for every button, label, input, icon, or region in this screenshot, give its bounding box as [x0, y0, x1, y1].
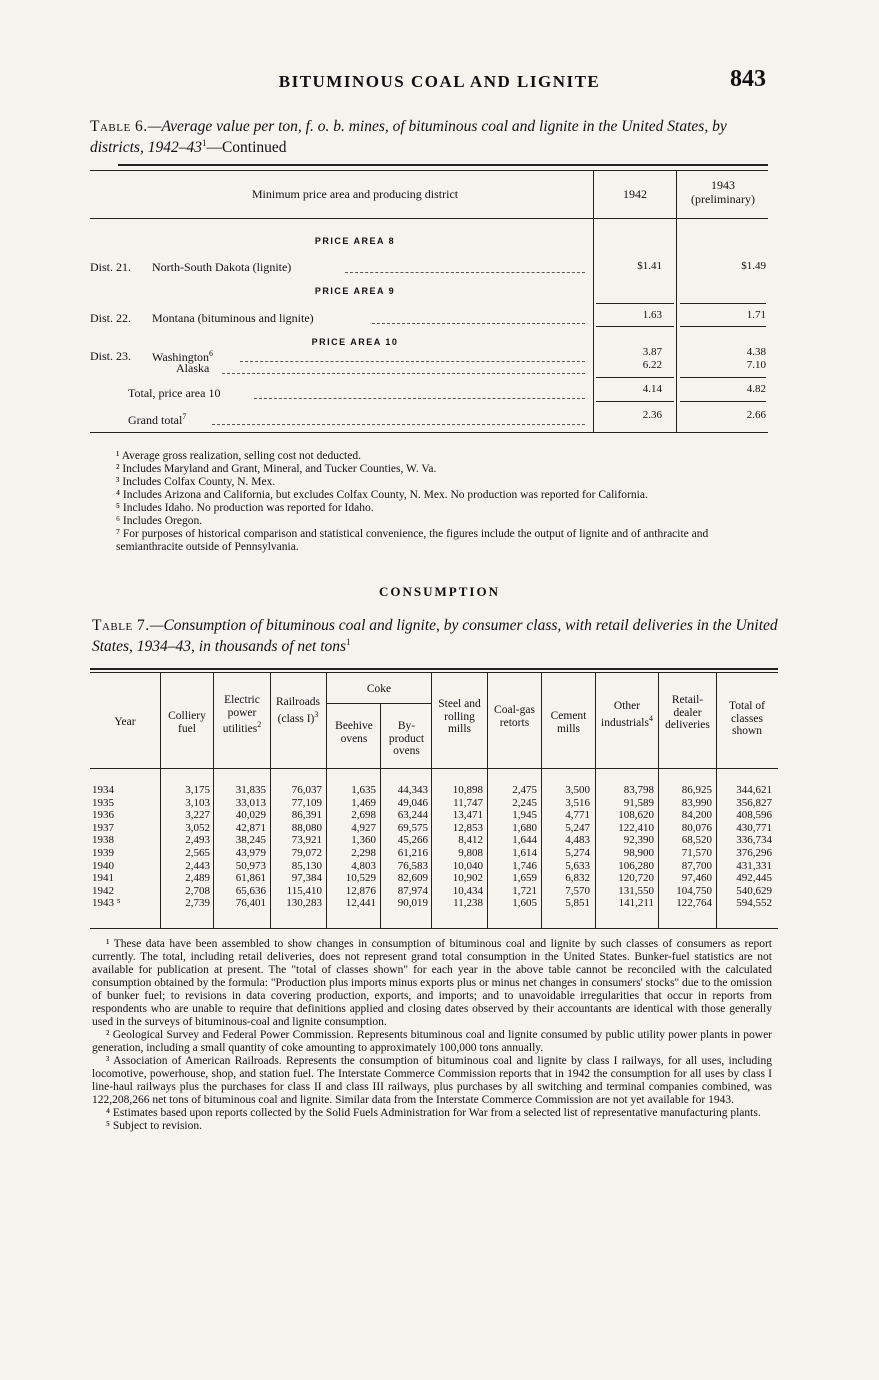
table7-cell-cement: 4,771: [565, 809, 590, 822]
table7-cell-other: 98,900: [623, 847, 654, 859]
table7-cell-cement: 4,483: [565, 834, 590, 847]
sum-rule: [680, 326, 766, 327]
table6-row-name: Montana (bituminous and lignite): [152, 311, 314, 325]
table7-cell-year: 1939: [92, 847, 114, 859]
table6-bottom-rule: [90, 432, 768, 433]
table6-row-district: Dist. 23.: [90, 349, 132, 363]
table7-cell-coalgas: 1,659: [512, 872, 537, 885]
table7-cell-beehive: 12,876: [345, 884, 376, 897]
table7-bottom-rule: [90, 928, 778, 929]
table7-cell-year: 1937: [92, 821, 114, 834]
footnote: ⁴ Includes Arizona and California, but excludes Colfax County, N. Mex. No production was reported for California.: [116, 489, 648, 501]
table7-cell-total: 594,552: [736, 897, 772, 910]
table7-cell-cement: 5,851: [565, 897, 590, 910]
sum-rule: [596, 377, 674, 378]
table7-cell-retail: 104,750: [676, 884, 712, 897]
table7-cell-electric: 65,636: [235, 884, 266, 897]
table6-value-1943: $1.49: [741, 260, 766, 272]
table6-value-1942: 6.22: [642, 359, 662, 371]
table7-cell-cement: 3,500: [565, 784, 590, 796]
table6-value-1942: 1.63: [642, 309, 662, 321]
table7-cell-electric: 33,013: [235, 796, 266, 809]
table6-value-1943: 7.10: [746, 359, 766, 371]
table7-cell-colliery: 2,489: [185, 872, 210, 885]
sum-rule: [596, 303, 674, 304]
table7-cell-electric: 76,401: [235, 897, 266, 910]
table7-cell-colliery: 3,227: [185, 809, 210, 822]
table7-cell-steel: 11,747: [453, 796, 483, 809]
table7-cell-byproduct: 63,244: [397, 809, 428, 822]
col-header-total: Total of classes shown: [729, 700, 765, 737]
table7-top-rule: [90, 668, 778, 670]
table7-cell-railroads: 97,384: [291, 872, 322, 885]
table7-cell-byproduct: 61,216: [397, 847, 428, 859]
table6-row-name: Washington$^6$: [152, 349, 214, 364]
table6-caption: [90, 118, 780, 156]
table6-caption-text: —Average value per ton, f. o. b. mines, of bituminous coal and lignite in the United States, by districts, 1942–43: [90, 118, 727, 157]
table6-total-1942: 4.14: [642, 383, 662, 395]
table7-cell-electric: 38,245: [235, 834, 266, 847]
table7-cell-electric: 31,835: [235, 784, 266, 796]
col-header-colliery: Colliery fuel: [168, 710, 206, 735]
table7-cell-retail: 87,700: [681, 859, 712, 872]
table7-cell-beehive: 1,469: [351, 796, 376, 809]
leader-dots: [212, 424, 585, 425]
table7-cell-beehive: 1,360: [351, 834, 376, 847]
table7-cell-year: 1938: [92, 834, 114, 847]
table7-cell-beehive: 10,529: [345, 872, 376, 885]
table7-cell-steel: 8,412: [458, 834, 483, 847]
table7-cell-coalgas: 1,721: [512, 884, 537, 897]
col-header-coalgas: Coal-gas retorts: [494, 704, 535, 729]
table7-cell-cement: 7,570: [565, 884, 590, 897]
table7-top-rule-2: [90, 672, 778, 673]
table6-col-divider-1: [593, 170, 594, 432]
sum-rule: [680, 401, 766, 402]
table6-grand-total-name: Grand total$^7$: [128, 412, 187, 427]
leader-dots: [345, 272, 585, 273]
table6-label: Table 6.: [90, 118, 148, 135]
sum-rule: [596, 401, 674, 402]
table7-cell-retail: 97,460: [681, 872, 712, 885]
footnote: ⁷ For purposes of historical comparison and statistical convenience, the figures include the output of lignite and of anthracite and semianthracite outside of Pennsylvania.: [116, 528, 709, 553]
table7-label: Table 7.: [92, 617, 150, 634]
table6-row-district: Dist. 22.: [90, 311, 132, 325]
table6-top-rule: [118, 164, 768, 166]
leader-dots: [222, 373, 585, 374]
table7-cell-year: 1943 ⁵: [92, 897, 121, 910]
footnote: ³ Association of American Railroads. Represents the consumption of bituminous coal and lignite by class I railways, for all uses, including locomotive, powerhouse, shop, and station fuel. The Interstate Commerce Commission reports that in 1942 the consumption for all uses by class I line-haul railways plus the purchases for class II and class III railways, plus purchases by all switching and terminal companies combined, was 122,208,266 net tons of bituminous coal and lignite. Similar data from the Interstate Commerce Commission are not yet available for 1943.: [92, 1055, 772, 1106]
table7-cell-other: 92,390: [623, 834, 654, 847]
table6-value-1942: $1.41: [637, 260, 662, 272]
table6-grand-total-1942: 2.36: [642, 409, 662, 421]
table6-section-header: PRICE AREA 8: [314, 236, 396, 246]
sum-rule: [680, 303, 766, 304]
table7-cell-retail: 71,570: [681, 847, 712, 859]
table7-cell-electric: 50,973: [235, 859, 266, 872]
table7-cell-byproduct: 82,609: [397, 872, 428, 885]
coke-subheader-rule: [326, 703, 431, 704]
col-header-retail: Retail-dealer deliveries: [665, 694, 710, 731]
table7-cell-electric: 40,029: [235, 809, 266, 822]
table6-value-1943: 4.38: [746, 346, 766, 358]
table7-cell-railroads: 79,072: [291, 847, 322, 859]
table7-cell-byproduct: 45,266: [397, 834, 428, 847]
table7-cell-cement: 6,832: [565, 872, 590, 885]
table7-cell-cement: 5,274: [565, 847, 590, 859]
table7-cell-byproduct: 44,343: [397, 784, 428, 796]
table7-cell-year: 1934: [92, 784, 114, 796]
footnote: ¹ These data have been assembled to show changes in consumption of bituminous coal and lignite by such classes of consumers as report currently. The total, including retail deliveries, does not represent grand total consumption in the United States. Bunker-fuel statistics are not available for publication at present. The "total of classes shown" for each year in the above table cannot be reconciled with the calculated consumption obtained by the formula: "Production plus imports minus exports plus or minus net changes in consumers' stocks" due to the omission of bunker fuel; to revisions in data covering production, exports, and imports; and to unavoidable irregularities that occur in reports from respondents who are unable to require that definitions applied and closing dates observed by their accountants are identical with those generally used in the surveys of bituminous-coal and lignite consumption.: [92, 938, 772, 1028]
table7-cell-steel: 12,853: [452, 821, 483, 834]
table7-cell-coalgas: 2,475: [512, 784, 537, 796]
table7-cell-total: 431,331: [736, 859, 772, 872]
table7-cell-steel: 10,434: [452, 884, 483, 897]
table7-cell-colliery: 2,493: [185, 834, 210, 847]
table7-cell-byproduct: 49,046: [397, 796, 428, 809]
leader-dots: [240, 361, 585, 362]
table7-cell-colliery: 3,103: [185, 796, 210, 809]
table7-cell-colliery: 2,739: [185, 897, 210, 910]
table7-cell-railroads: 115,410: [286, 884, 322, 897]
footnote: ² Geological Survey and Federal Power Commission. Represents bituminous coal and lignite consumed by public utility power plants in power generation, including a small quantity of coke amounting to approximately 100,000 tons annually.: [92, 1029, 772, 1054]
table7-cell-byproduct: 90,019: [397, 897, 428, 910]
table7-cell-coalgas: 1,945: [512, 809, 537, 822]
table7-cell-other: 108,620: [618, 809, 654, 822]
table7-caption-footnote: 1: [346, 637, 351, 647]
table7-cell-colliery: 2,443: [185, 859, 210, 872]
table7-cell-railroads: 88,080: [291, 821, 322, 834]
table6-section-header: PRICE AREA 10: [311, 337, 399, 347]
table7-cell-year: 1942: [92, 884, 114, 897]
col-header-electric: Electric power utilities$^2$: [222, 694, 262, 735]
table6-total-name: Total, price area 10: [128, 386, 221, 400]
table6-caption-suffix: —Continued: [206, 139, 287, 157]
sum-rule: [596, 326, 674, 327]
col-header-byproduct: By-product ovens: [388, 720, 425, 757]
table7-cell-year: 1935: [92, 796, 114, 809]
table7-cell-retail: 84,200: [681, 809, 712, 822]
table7-cell-beehive: 12,441: [345, 897, 376, 910]
col-header-year: Year: [114, 716, 136, 728]
table7-cell-steel: 11,238: [453, 897, 483, 910]
table7-cell-steel: 10,898: [452, 784, 483, 796]
table7-cell-total: 492,445: [736, 872, 772, 885]
table7-cell-beehive: 2,698: [351, 809, 376, 822]
table7-cell-retail: 122,764: [676, 897, 712, 910]
table6-row-name: Alaska: [176, 361, 210, 375]
table7-cell-other: 131,550: [618, 884, 654, 897]
table6-grand-total-1943: 2.66: [746, 409, 766, 421]
table7-cell-electric: 43,979: [235, 847, 266, 859]
footnote: ⁴ Estimates based upon reports collected by the Solid Fuels Administration for War from a selected list of representative manufacturing plants.: [106, 1107, 761, 1119]
table7-cell-cement: 5,247: [565, 821, 590, 834]
table6-top-rule-2: [90, 170, 768, 171]
table6-footnotes: [104, 450, 774, 554]
table6-row-name: North-South Dakota (lignite): [152, 260, 292, 274]
footnote: ³ Includes Colfax County, N. Mex.: [116, 476, 276, 488]
table7-cell-byproduct: 87,974: [397, 884, 428, 897]
table7-cell-year: 1941: [92, 872, 114, 885]
table7-cell-electric: 61,861: [235, 872, 266, 885]
table7-caption: [92, 617, 782, 655]
footnote: ⁵ Includes Idaho. No production was reported for Idaho.: [116, 502, 374, 514]
table6-value-1943: 1.71: [746, 309, 766, 321]
table7-cell-colliery: 2,565: [185, 847, 210, 859]
leader-dots: [254, 398, 585, 399]
table7-cell-cement: 3,516: [565, 796, 590, 809]
table7-cell-retail: 80,076: [681, 821, 712, 834]
table7-cell-railroads: 130,283: [286, 897, 322, 910]
table7-cell-beehive: 4,803: [351, 859, 376, 872]
table7-cell-coalgas: 1,644: [512, 834, 537, 847]
table7-cell-other: 83,798: [623, 784, 654, 796]
section-heading: CONSUMPTION: [379, 584, 500, 599]
table6-col-divider-2: [676, 170, 677, 432]
table6-col-district: Minimum price area and producing district: [251, 187, 459, 201]
table7-cell-total: 408,596: [736, 809, 772, 822]
col-header-other: Other industrials$^4$: [601, 700, 653, 729]
table7-cell-railroads: 76,037: [291, 784, 322, 796]
col-header-railroads: Railroads (class I)$^3$: [275, 696, 321, 725]
table7-cell-total: 336,734: [736, 834, 772, 847]
table7-cell-total: 356,827: [736, 796, 772, 809]
col-header-steel: Steel and rolling mills: [438, 698, 481, 735]
table7-cell-total: 376,296: [736, 847, 772, 859]
table7-cell-coalgas: 1,746: [512, 859, 537, 872]
table6-caption-footnote: 1: [201, 138, 207, 148]
table6-value-1942: 3.87: [642, 346, 662, 358]
table7-cell-other: 141,211: [618, 897, 654, 910]
table7-cell-colliery: 3,175: [185, 784, 210, 796]
table7-cell-beehive: 4,927: [351, 821, 376, 834]
table6-section-header: PRICE AREA 9: [314, 286, 396, 296]
table7-cell-year: 1936: [92, 809, 114, 822]
table7-cell-railroads: 73,921: [291, 834, 322, 847]
footnote: ² Includes Maryland and Grant, Mineral, and Tucker Counties, W. Va.: [116, 463, 437, 475]
col-header-coke: Coke: [366, 683, 392, 695]
table7-cell-other: 122,410: [618, 821, 654, 834]
col-header-cement: Cement mills: [550, 710, 587, 735]
page-number: 843: [730, 66, 766, 92]
col-header-beehive: Beehive ovens: [335, 720, 373, 745]
table7-cell-coalgas: 1,614: [512, 847, 537, 859]
table7-cell-retail: 86,925: [681, 784, 712, 796]
table7-cell-beehive: 1,635: [351, 784, 376, 796]
table7-cell-other: 106,280: [618, 859, 654, 872]
table7-cell-colliery: 3,052: [185, 821, 210, 834]
table7-cell-beehive: 2,298: [351, 847, 376, 859]
table7-cell-railroads: 77,109: [291, 796, 322, 809]
table7-cell-electric: 42,871: [235, 821, 266, 834]
table7-cell-steel: 13,471: [452, 809, 483, 822]
table7-cell-railroads: 85,130: [291, 859, 322, 872]
table7-cell-steel: 9,808: [458, 847, 483, 859]
table7-cell-total: 430,771: [736, 821, 772, 834]
table7-cell-cement: 5,633: [565, 859, 590, 872]
table7-cell-other: 120,720: [618, 872, 654, 885]
table7-cell-coalgas: 1,605: [512, 897, 537, 910]
table7-cell-year: 1940: [92, 859, 114, 872]
table7-cell-steel: 10,902: [452, 872, 483, 885]
table7-cell-byproduct: 69,575: [397, 821, 428, 834]
table7-cell-byproduct: 76,583: [397, 859, 428, 872]
table6-col-1943: 1943 (preliminary): [691, 178, 755, 206]
table7-cell-total: 344,621: [736, 784, 772, 796]
table7-cell-total: 540,629: [736, 884, 772, 897]
table7-footnotes: [92, 938, 772, 1133]
table7-cell-coalgas: 1,680: [512, 821, 537, 834]
table7-cell-other: 91,589: [623, 796, 654, 809]
table6-header-rule: [90, 218, 768, 219]
running-header: BITUMINOUS COAL AND LIGNITE: [278, 72, 601, 91]
sum-rule: [680, 377, 766, 378]
table7-cell-railroads: 86,391: [291, 809, 322, 822]
table7-caption-text: —Consumption of bituminous coal and lignite, by consumer class, with retail deliveries in the United States, 1934–43, in thousands of net tons: [92, 617, 778, 656]
footnote: ⁵ Subject to revision.: [106, 1120, 202, 1132]
table7-header-rule: [90, 768, 778, 769]
table6-row-district: Dist. 21.: [90, 260, 132, 274]
table7-cell-steel: 10,040: [452, 859, 483, 872]
leader-dots: [372, 323, 585, 324]
table7-cell-coalgas: 2,245: [512, 796, 537, 809]
table6-col-1942: 1942: [623, 187, 647, 201]
footnote: ⁶ Includes Oregon.: [116, 515, 203, 527]
footnote: ¹ Average gross realization, selling cost not deducted.: [116, 450, 361, 462]
table7-cell-retail: 68,520: [681, 834, 712, 847]
table7-cell-colliery: 2,708: [185, 884, 210, 897]
table7-cell-retail: 83,990: [681, 796, 712, 809]
table6-total-1943: 4.82: [746, 383, 766, 395]
